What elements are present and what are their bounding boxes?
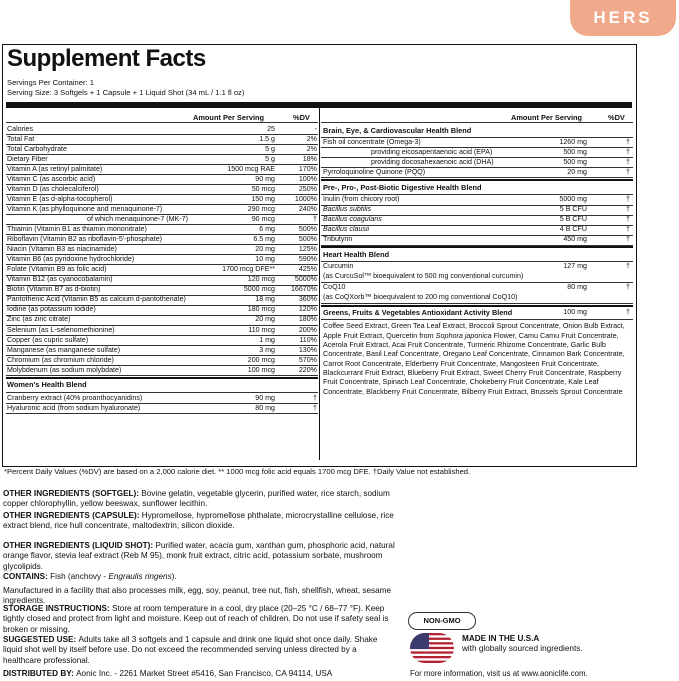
nutrient-dv: 570% <box>298 355 317 364</box>
nutrient-name: Calories <box>7 124 34 133</box>
nutrient-dv: † <box>626 225 630 234</box>
nutrient-name: Bacillus subtilis <box>323 205 372 214</box>
greens-dv: † <box>626 308 630 317</box>
nutrient-row <box>323 205 646 214</box>
brain-blend-title: Brain, Eye, & Cardiovascular Health Blend <box>323 126 472 135</box>
nutrient-name: Vitamin A (as retinyl palmitate) <box>7 164 103 173</box>
nutrient-dv: 100% <box>298 174 317 183</box>
nutrient-amount: 100 mcg <box>247 365 275 374</box>
nutrient-row <box>7 315 333 324</box>
nutrient-amount: 5 B CFU <box>559 205 587 214</box>
nutrient-row <box>7 205 333 214</box>
panel-title: Supplement Facts <box>7 45 206 72</box>
nutrient-name: Chromium (as chromium chloride) <box>7 355 114 364</box>
nutrient-amount: 5 g <box>265 154 275 163</box>
nutrient-dv: 5000% <box>294 275 317 284</box>
nutrient-row <box>7 245 333 254</box>
nutrient-dv: † <box>626 158 630 167</box>
nutrient-name: Copper (as cupric sulfate) <box>7 335 89 344</box>
nutrient-amount: 5000 mcg <box>243 285 275 294</box>
nutrient-name: Vitamin D (as cholecalciferol) <box>7 184 99 193</box>
nutrient-amount: 50 mcg <box>251 184 275 193</box>
nutrient-row <box>7 346 333 355</box>
nutrient-row <box>7 165 333 174</box>
nutrient-row <box>7 175 333 184</box>
nutrient-row <box>7 225 333 234</box>
nutrient-name: Selenium (as L-selenomethionine) <box>7 325 115 334</box>
nutrient-row <box>7 185 333 194</box>
nutrient-row <box>323 262 646 271</box>
nutrient-row <box>7 255 333 264</box>
nutrient-name: of which menaquinone-7 (MK-7) <box>87 214 188 223</box>
nutrient-name: Riboflavin (Vitamin B2 as riboflavin-5'-phosphate) <box>7 235 162 244</box>
nutrient-dv: 120% <box>298 305 317 314</box>
nutrient-name: Molybdenum (as sodium molybdate) <box>7 365 122 374</box>
nutrient-dv: 590% <box>298 255 317 264</box>
womens-blend-title: Women's Health Blend <box>7 379 87 389</box>
nutrient-amount: 180 mcg <box>247 305 275 314</box>
nutrient-row <box>323 283 646 292</box>
nutrient-amount: 6.5 mg <box>253 235 275 244</box>
nutrient-name: Vitamin C (as ascorbic acid) <box>7 174 96 183</box>
nutrient-name: Total Carbohydrate <box>7 144 67 153</box>
nutrient-name: Vitamin B12 (as cyanocobalamin) <box>7 275 113 284</box>
nutrient-name: Curcumin <box>323 262 354 271</box>
nutrient-row <box>7 235 333 244</box>
nutrient-name: Bacillus coagulans <box>323 215 382 224</box>
ingredient-block: CONTAINS: Fish (anchovy - Engraulis ringens). <box>3 572 177 581</box>
nutrient-dv: - <box>314 124 317 133</box>
nutrient-dv: 180% <box>298 315 317 324</box>
footnote: *Percent Daily Values (%DV) are based on a 2,000 calorie diet. ** 1000 mcg folic acid equals 1700 mcg DFE. †Daily Value not established. <box>4 467 471 476</box>
nutrient-row <box>323 225 646 234</box>
nutrient-amount: 18 mg <box>255 295 275 304</box>
nutrient-dv: 1000% <box>294 194 317 203</box>
nutrient-row <box>7 394 333 403</box>
nutrient-dv: 425% <box>298 265 317 274</box>
nutrient-amount: 20 mg <box>255 315 275 324</box>
nutrient-amount: 4 B CFU <box>559 225 587 234</box>
greens-row <box>323 308 629 317</box>
supplement-facts-panel <box>2 44 637 467</box>
nutrient-amount: 5 B CFU <box>559 215 587 224</box>
nutrient-amount: 150 mg <box>251 194 275 203</box>
nutrient-row <box>7 326 333 335</box>
nutrient-dv: † <box>313 214 317 223</box>
ingredient-block: SUGGESTED USE: Adults take all 3 softgels and 1 capsule and drink one liquid shot once daily. Shake liquid shot well by itself before use. Do not exceed the recommended serving unless directed by a healthcare professional. <box>3 635 378 665</box>
nutrient-amount: 80 mg <box>567 283 587 292</box>
digest-blend-title: Pre-, Pro-, Post-Biotic Digestive Health Blend <box>323 183 482 193</box>
row-rule <box>321 305 633 307</box>
row-rule <box>321 122 633 123</box>
nutrient-row <box>7 356 333 365</box>
made-in-usa <box>462 634 592 654</box>
nutrient-name: Niacin (Vitamin B3 as niacinamide) <box>7 245 117 254</box>
right-dv-header: %DV <box>608 113 625 122</box>
nutrient-row <box>7 195 333 204</box>
nutrient-row <box>7 366 333 375</box>
nutrient-row <box>7 265 333 274</box>
greens-amount: 100 mg <box>563 308 587 317</box>
nutrient-row <box>323 148 646 157</box>
nutrient-dv: † <box>626 168 630 177</box>
nutrient-name: CoQ10 <box>323 283 346 292</box>
nutrient-dv: † <box>626 235 630 244</box>
made-in-usa-title: MADE IN THE U.S.A <box>462 634 540 643</box>
nutrient-dv: 360% <box>298 295 317 304</box>
nutrient-name: Pantothenic Acid (Vitamin B5 as calcium d-pantothenate) <box>7 295 186 304</box>
nutrient-row <box>7 404 333 413</box>
nutrient-dv: 110% <box>299 335 317 344</box>
nutrient-amount: 1.5 g <box>259 134 275 143</box>
nutrient-dv: 125% <box>298 245 317 254</box>
nutrient-row <box>323 195 646 204</box>
nutrient-dv: 500% <box>298 235 317 244</box>
nutrient-name: Biotin (Vitamin B7 as d-biotin) <box>7 285 101 294</box>
ingredient-block: Manufactured in a facility that also processes milk, egg, soy, peanut, tree nut, fish, shellfish, wheat, sesame ingredients. <box>3 586 392 606</box>
nutrient-dv: 250% <box>298 184 317 193</box>
nutrient-row <box>7 155 333 164</box>
serving-size: Serving Size: 3 Softgels + 1 Capsule + 1 Liquid Shot (34 mL / 1.1 fl oz) <box>7 88 245 97</box>
nutrient-name: Vitamin E (as d-alpha-tocopherol) <box>7 194 113 203</box>
nutrient-amount: 20 mg <box>567 168 587 177</box>
heart-blend-title: Heart Health Blend <box>323 250 390 260</box>
nutrient-dv: † <box>626 215 630 224</box>
nutrient-amount: 90 mg <box>255 393 275 402</box>
nutrient-amount: 500 mg <box>563 158 587 167</box>
nutrient-row <box>7 285 333 294</box>
nutrient-row <box>323 138 646 147</box>
nutrient-row <box>7 125 333 134</box>
hers-badge: HERS <box>570 0 676 36</box>
greens-ingredients: Coffee Seed Extract, Green Tea Leaf Extract, Broccoli Sprout Concentrate, Onion Bulb Extract, Apple Fruit Extract, Quercetin from Sophora japonica Flower, Camu Camu Fruit Concentrate, Acerola Fruit Extract, Acai Fruit Concentrate, Turmeric Rhizome Concentrate, Garlic Bulb Concentrate, Basil Leaf Concentrate, Oregano Leaf Concentrate, Cinnamon Bark Concentrate, Carrot Root Concentrate, Elderberry Fruit Concentrate, Mangosteen Fruit Concentrate, Blackcurrant Fruit Extract, Blueberry Fruit Extract, Sweet Cherry Fruit Concentrate, Raspberry Fruit Concentrate, Spinach Leaf Concentrate, Chokeberry Fruit Concentrate, Kale Leaf Concentrate, Blackberry Fruit Concentrate, Bilberry Fruit Extract, Brussels Sprout Concentrate <box>323 321 625 396</box>
nutrient-amount: 20 mg <box>255 245 275 254</box>
nutrient-dv: † <box>313 393 317 402</box>
nutrient-name: providing eicosapentaenoic acid (EPA) <box>371 148 493 157</box>
nutrient-dv: † <box>313 403 317 412</box>
us-flag-icon <box>410 633 454 663</box>
nutrient-row <box>323 158 646 167</box>
nutrient-dv: 200% <box>298 325 317 334</box>
ingredient-block: DISTRIBUTED BY: Aonic Inc. - 2261 Market Street #5416, San Francisco, CA 94114, USA <box>3 669 333 678</box>
row-rule <box>6 122 318 123</box>
ingredient-block: OTHER INGREDIENTS (SOFTGEL): Bovine gelatin, vegetable glycerin, purified water, rice starch, sodium copper chlorophyllin, yellow beeswax, sunflower lecithin. <box>3 489 390 509</box>
greens-blend-title: Greens, Fruits & Vegetables Antioxidant Activity Blend <box>323 308 513 318</box>
row-rule <box>321 246 633 248</box>
nutrient-row <box>323 215 646 224</box>
nutrient-name: Manganese (as manganese sulfate) <box>7 345 121 354</box>
nutrient-name: Thiamin (Vitamin B1 as thiamin mononitrate) <box>7 225 147 233</box>
nutrient-amount: 10 mg <box>255 255 275 264</box>
nutrient-name: Iodine (as potassium iodide) <box>7 305 96 314</box>
nutrient-dv: 170% <box>298 164 317 173</box>
row-rule <box>6 377 318 379</box>
nutrient-dv: 500% <box>298 225 317 233</box>
nutrient-dv: 240% <box>298 204 317 213</box>
nutrient-name: Inulin (from chicory root) <box>323 195 400 204</box>
made-in-usa-sub: with globally sourced ingredients. <box>462 644 583 653</box>
nutrient-dv: 2% <box>306 134 317 143</box>
nutrient-amount: 450 mg <box>563 235 587 244</box>
row-rule <box>6 413 318 414</box>
nutrient-dv: 2% <box>306 144 317 153</box>
nutrient-dv: † <box>626 205 630 214</box>
nutrient-amount: 90 mcg <box>251 214 275 223</box>
nutrient-dv: † <box>626 138 630 146</box>
more-info: For more information, visit us at www.aoniclife.com. <box>410 669 588 678</box>
nutrient-amount: 25 <box>267 124 275 133</box>
nutrient-amount: 5 g <box>265 144 275 153</box>
nutrient-row <box>7 145 333 154</box>
nutrient-dv: † <box>626 283 630 292</box>
nutrient-name: Fish oil concentrate (Omega-3) <box>323 138 421 146</box>
nutrient-name: Total Fat <box>7 134 35 143</box>
nutrient-amount: 1500 mcg RAE <box>227 164 275 173</box>
non-gmo-badge: NON-GMO <box>408 612 476 630</box>
nutrient-name: Bacillus clausii <box>323 225 370 234</box>
nutrient-dv: 220% <box>298 365 317 374</box>
nutrient-amount: 5000 mg <box>559 195 587 204</box>
nutrient-amount: 1 mg <box>259 335 275 344</box>
row-rule <box>321 303 633 304</box>
ingredient-block: STORAGE INSTRUCTIONS: Store at room temperature in a cool, dry place (20–25 °C / 68–77 °F). Keep tightly closed and protect from light and moisture. Keep out of reach of children. Do not use if safety seal is broken or missing. <box>3 604 389 634</box>
nutrient-row <box>7 295 333 304</box>
nutrient-row <box>7 305 333 314</box>
nutrient-amount: 90 mg <box>255 174 275 183</box>
nutrient-name: Pyrroloquinoline Quinone (PQQ) <box>323 168 426 177</box>
nutrient-row <box>7 135 333 144</box>
nutrient-amount: 500 mg <box>563 148 587 157</box>
nutrient-amount: 110 mcg <box>248 325 275 334</box>
nutrient-name: Folate (Vitamin B9 as folic acid) <box>7 265 107 274</box>
nutrient-row <box>7 215 333 224</box>
nutrient-dv: † <box>626 262 630 271</box>
left-amount-header: Amount Per Serving <box>193 113 265 122</box>
nutrient-dv: 18% <box>302 154 317 163</box>
heart-row-note: (as CoQXorb™ bioequivalent to 200 mg conventional CoQ10) <box>323 292 518 301</box>
nutrient-name: Cranberry extract (40% proanthocyanidins) <box>7 393 143 402</box>
right-amount-header: Amount Per Serving <box>511 113 583 122</box>
ingredient-block: OTHER INGREDIENTS (CAPSULE): Hypromellose, hypromellose phthalate, microcrystalline cellulose, rice extract blend, rice hull concentrate, maltodextrin, silicon dioxide. <box>3 511 394 531</box>
nutrient-dv: † <box>626 148 630 157</box>
row-rule <box>321 319 633 320</box>
nutrient-name: providing docosahexaenoic acid (DHA) <box>371 158 494 167</box>
row-rule <box>321 179 633 181</box>
left-dv-header: %DV <box>293 113 310 122</box>
nutrient-dv: † <box>626 195 630 204</box>
nutrient-name: Vitamin K (as phylloquinone and menaquinone-7) <box>7 204 163 213</box>
nutrient-amount: 1260 mg <box>559 138 587 146</box>
nutrient-amount: 80 mg <box>255 403 275 412</box>
nutrient-amount: 1700 mcg DFE** <box>222 265 275 274</box>
nutrient-amount: 3 mg <box>259 345 275 354</box>
nutrient-name: Dietary Fiber <box>7 154 48 163</box>
nutrient-amount: 6 mg <box>259 225 275 233</box>
nutrient-name: Hyaluronic acid (from sodium hyaluronate) <box>7 403 141 412</box>
nutrient-name: Zinc (as zinc citrate) <box>7 315 71 324</box>
nutrient-amount: 120 mcg <box>247 275 275 284</box>
nutrient-row <box>323 235 646 244</box>
heart-row-note: (as CurcuSol™ bioequivalent to 500 mg conventional curcumin) <box>323 271 524 280</box>
nutrient-name: Vitamin B6 (as pyridoxine hydrochloride) <box>7 255 135 264</box>
ingredient-block: OTHER INGREDIENTS (LIQUID SHOT): Purified water, acacia gum, xanthan gum, phosphoric acid, natural orange flavor, stevia leaf extract (Reb M 95), monk fruit extract, citric acid, potassium sorbate, mushroom glycolipids. <box>3 541 395 571</box>
nutrient-row <box>7 275 333 284</box>
nutrient-dv: 130% <box>298 345 317 354</box>
nutrient-amount: 200 mcg <box>247 355 275 364</box>
nutrient-dv: 16670% <box>290 285 317 294</box>
nutrient-row <box>323 168 646 177</box>
nutrient-row <box>7 336 333 345</box>
servings-per-container: Servings Per Container: 1 <box>7 78 94 87</box>
nutrient-name: Tributyrin <box>323 235 353 244</box>
nutrient-amount: 127 mg <box>563 262 587 271</box>
nutrient-amount: 290 mcg <box>247 204 275 213</box>
